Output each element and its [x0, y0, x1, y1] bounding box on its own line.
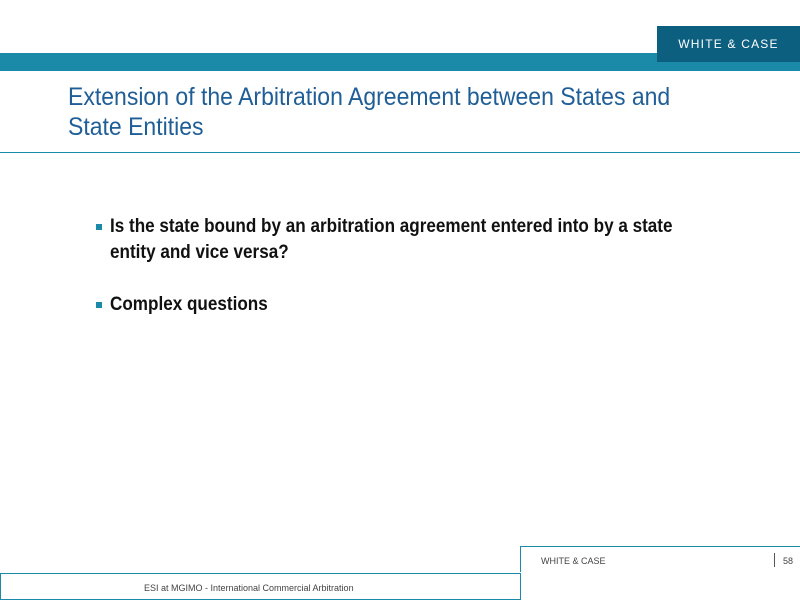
title-divider: [0, 152, 800, 153]
footer-divider: [774, 553, 775, 567]
footer-firm-name: WHITE & CASE: [541, 556, 606, 566]
bullet-item: [96, 292, 736, 318]
square-bullet-icon: [96, 224, 102, 230]
bullet-list: [96, 214, 736, 344]
footer-course-box: [0, 573, 521, 600]
white-case-logo: [657, 26, 800, 62]
square-bullet-icon: [96, 302, 102, 308]
logo-text: WHITE & CASE: [678, 37, 779, 51]
page-number: 58: [783, 556, 794, 566]
footer-course-title: ESI at MGIMO - International Commercial Arbitration: [144, 583, 354, 593]
slide-title: Extension of the Arbitration Agreement between States and State Entities: [68, 83, 671, 141]
bullet-item: [96, 214, 736, 266]
bullet-text: Is the state bound by an arbitration agreement entered into by a state entity and vice versa?: [110, 216, 673, 263]
footer-firm-box: [520, 546, 800, 572]
bullet-text: Complex questions: [110, 294, 268, 315]
